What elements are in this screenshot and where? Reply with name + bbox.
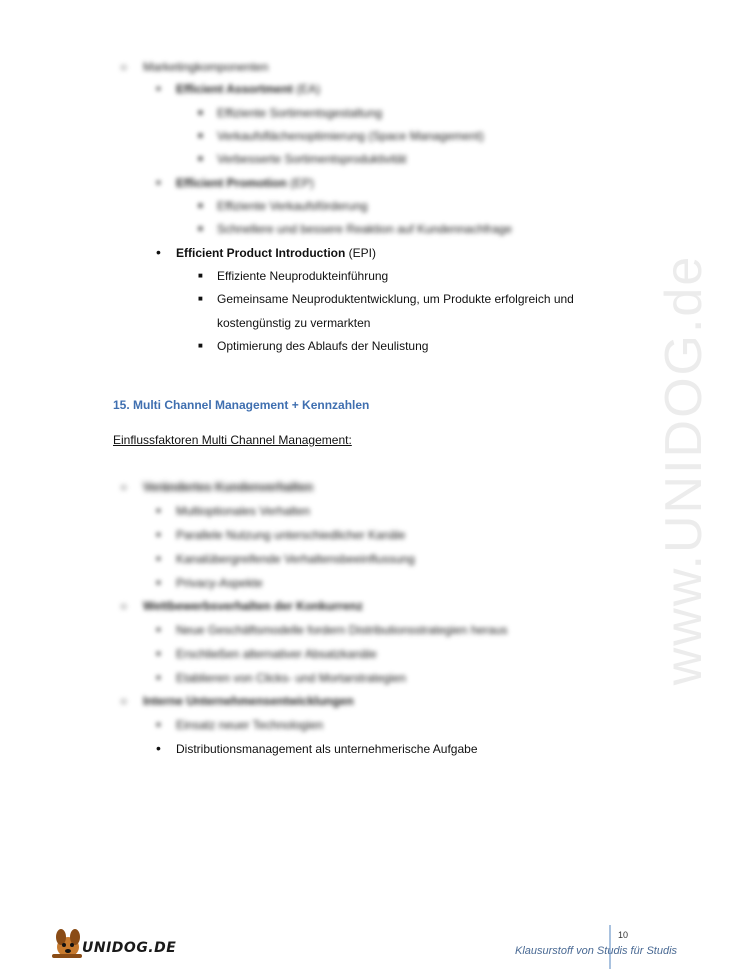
bullet-dot: •	[156, 244, 161, 260]
bullet-square: ■	[198, 131, 203, 140]
bullet-dot: •	[156, 502, 161, 518]
bullet-circle: ○	[120, 480, 128, 494]
list-item: Distributionsmanagement als unternehmerische Aufgabe	[176, 742, 478, 756]
list-item-continuation: kostengünstig zu vermarkten	[217, 316, 371, 330]
list-item: Verbesserte Sortimentsproduktivität	[217, 152, 407, 166]
bullet-square: ■	[198, 201, 203, 210]
list-item: Wettbewerbsverhalten der Konkurrenz	[143, 599, 363, 613]
list-item: Effiziente Verkaufsförderung	[217, 199, 368, 213]
page-number: 10	[618, 930, 629, 940]
bullet-square: ■	[198, 108, 203, 117]
bullet-dot: •	[156, 174, 161, 190]
bullet-dot: •	[156, 716, 161, 732]
list-item: Privacy-Aspekte	[176, 576, 263, 590]
bullet-dot: •	[156, 550, 161, 566]
bullet-square: ■	[198, 154, 203, 163]
section-heading: 15. Multi Channel Management + Kennzahlen	[113, 398, 370, 412]
bullet-circle: ○	[120, 694, 128, 708]
list-item: Erschließen alternativer Absatzkanäle	[176, 647, 377, 661]
list-item: Efficient Promotion (EP)	[176, 176, 315, 190]
bullet-dot: •	[156, 669, 161, 685]
bullet-dot: •	[156, 526, 161, 542]
bullet-dot: •	[156, 645, 161, 661]
bullet-square: ■	[198, 224, 203, 233]
list-item: Effiziente Neuprodukteinführung	[217, 269, 389, 283]
footer-tagline: Klausurstoff von Studis für Studis	[515, 945, 678, 957]
list-item: Gemeinsame Neuproduktentwicklung, um Produkte erfolgreich und	[217, 292, 574, 306]
bullet-square: ■	[198, 341, 203, 350]
bullet-square: ■	[198, 294, 203, 303]
bullet-square: ■	[198, 271, 203, 280]
list-item: Efficient Assortment (EA)	[176, 82, 321, 96]
list-item: Verändertes Kundenverhalten	[143, 480, 314, 494]
list-item: Marketingkomponenten	[143, 60, 269, 74]
list-item: Verkaufsflächenoptimierung (Space Management)	[217, 129, 484, 143]
list-item: Kanalübergreifende Verhaltensbeeinflussung	[176, 552, 415, 566]
logo-text: UNIDOG.DE	[82, 940, 177, 956]
bullet-dot: •	[156, 740, 161, 756]
list-item: Neue Geschäftsmodelle fordern Distributionsstrategien heraus	[176, 623, 508, 637]
bullet-dot: •	[156, 574, 161, 590]
bullet-dot: •	[156, 621, 161, 637]
bullet-circle: ○	[120, 60, 128, 74]
bullet-dot: •	[156, 80, 161, 96]
bullet-circle: ○	[120, 599, 128, 613]
list-item: Schnellere und bessere Reaktion auf Kundennachfrage	[217, 222, 512, 236]
list-item: Optimierung des Ablaufs der Neulistung	[217, 339, 429, 353]
list-item: Efficient Product Introduction (EPI)	[176, 246, 377, 260]
watermark: www.UNIDOG.de	[655, 254, 713, 686]
list-item: Etablieren von Clicks- und Mortarstrategien	[176, 671, 407, 685]
list-item: Parallele Nutzung unterschiedlicher Kanäle	[176, 528, 406, 542]
subheading: Einflussfaktoren Multi Channel Management:	[113, 433, 352, 447]
list-item: Effiziente Sortimentsgestaltung	[217, 106, 383, 120]
list-item: Interne Unternehmensentwicklungen	[143, 694, 354, 708]
list-item: Multioptionales Verhalten	[176, 504, 311, 518]
list-item: Einsatz neuer Technologien	[176, 718, 324, 732]
